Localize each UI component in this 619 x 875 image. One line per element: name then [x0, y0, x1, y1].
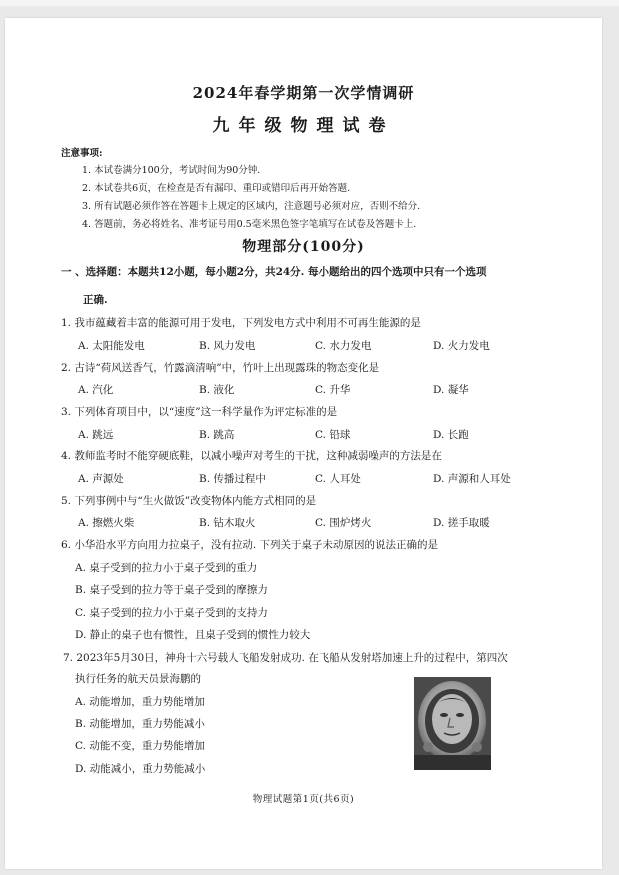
- option: A. 动能增加，重力势能增加: [75, 696, 205, 708]
- question-stem: 6. 小华沿水平方向用力拉桌子，没有拉动. 下列关于桌子未动原因的说法正确的是: [61, 539, 439, 551]
- option: C. 围炉烤火: [315, 517, 372, 529]
- option: D. 搓手取暖: [433, 517, 490, 529]
- option: A. 太阳能发电: [78, 340, 145, 352]
- notice-item: 1. 本试卷满分100分，考试时间为90分钟.: [82, 165, 261, 176]
- option: C. 动能不变，重力势能增加: [75, 740, 205, 752]
- option: C. 水力发电: [315, 340, 372, 352]
- option: C. 升华: [315, 384, 351, 396]
- option: C. 人耳处: [315, 473, 361, 485]
- option: B. 动能增加，重力势能减小: [75, 718, 205, 730]
- question-stem: 7. 2023年5月30日，神舟十六号载人飞船发射成功. 在飞船从发射塔加速上升的过程中，第四次: [63, 652, 508, 664]
- option: C. 桌子受到的拉力小于桌子受到的支持力: [75, 607, 268, 619]
- part-instructions: 一 、选择题：本题共12小题，每小题2分，共24分. 每小题给出的四个选项中只有一个选项: [61, 266, 487, 278]
- astronaut-illustration: [414, 677, 491, 770]
- question-stem: 4. 教师监考时不能穿硬底鞋，以减小噪声对考生的干扰，这种减弱噪声的方法是在: [61, 450, 442, 462]
- question-stem-cont: 执行任务的航天员景海鹏的: [75, 673, 201, 685]
- notice-item: 4. 答题前，务必将姓名、准考证号用0.5毫米黑色签字笔填写在试卷及答题卡上.: [82, 219, 417, 230]
- option: D. 长跑: [433, 429, 469, 441]
- exam-page: [5, 18, 602, 869]
- part-instructions-cont: 正确.: [83, 294, 108, 306]
- option: B. 传播过程中: [199, 473, 266, 485]
- exam-title: 2024年春学期第一次学情调研: [192, 84, 415, 102]
- option: B. 液化: [199, 384, 235, 396]
- question-stem: 3. 下列体育项目中，以“速度”这一科学量作为评定标准的是: [61, 406, 338, 418]
- option: D. 凝华: [433, 384, 469, 396]
- option: B. 钻木取火: [199, 517, 256, 529]
- question-stem: 1. 我市蕴藏着丰富的能源可用于发电，下列发电方式中利用不可再生能源的是: [61, 317, 421, 329]
- option: A. 桌子受到的拉力小于桌子受到的重力: [75, 562, 258, 574]
- option: A. 跳远: [78, 429, 114, 441]
- option: B. 风力发电: [199, 340, 256, 352]
- option: D. 静止的桌子也有惯性，且桌子受到的惯性力较大: [75, 629, 311, 641]
- notice-item: 3. 所有试题必须作答在答题卡上规定的区域内，注意题号必须对应，否则不给分.: [82, 201, 421, 212]
- question-stem: 5. 下列事例中与“生火做饭”改变物体内能方式相同的是: [61, 495, 317, 507]
- option: A. 擦燃火柴: [78, 517, 135, 529]
- option: D. 火力发电: [433, 340, 490, 352]
- section-title: 物理部分(100分): [242, 239, 365, 255]
- option: A. 声源处: [78, 473, 124, 485]
- astronaut-photo: [414, 677, 491, 770]
- option: D. 动能减小，重力势能减小: [75, 763, 206, 775]
- notice-heading: 注意事项:: [61, 148, 103, 159]
- exam-subtitle: 九年级物理试卷: [212, 116, 395, 136]
- notice-item: 2. 本试卷共6页，在检查是否有漏印、重印或错印后再开始答题.: [82, 183, 351, 194]
- option: C. 铅球: [315, 429, 351, 441]
- option: B. 桌子受到的拉力等于桌子受到的摩擦力: [75, 584, 268, 596]
- option: D. 声源和人耳处: [433, 473, 511, 485]
- page-footer: 物理试题第1页(共6页): [252, 794, 355, 805]
- option: B. 跳高: [199, 429, 235, 441]
- viewer-top-bar: [0, 0, 619, 6]
- question-stem: 2. 古诗“荷风送香气，竹露滴清响”中，竹叶上出现露珠的物态变化是: [61, 362, 380, 374]
- option: A. 汽化: [78, 384, 114, 396]
